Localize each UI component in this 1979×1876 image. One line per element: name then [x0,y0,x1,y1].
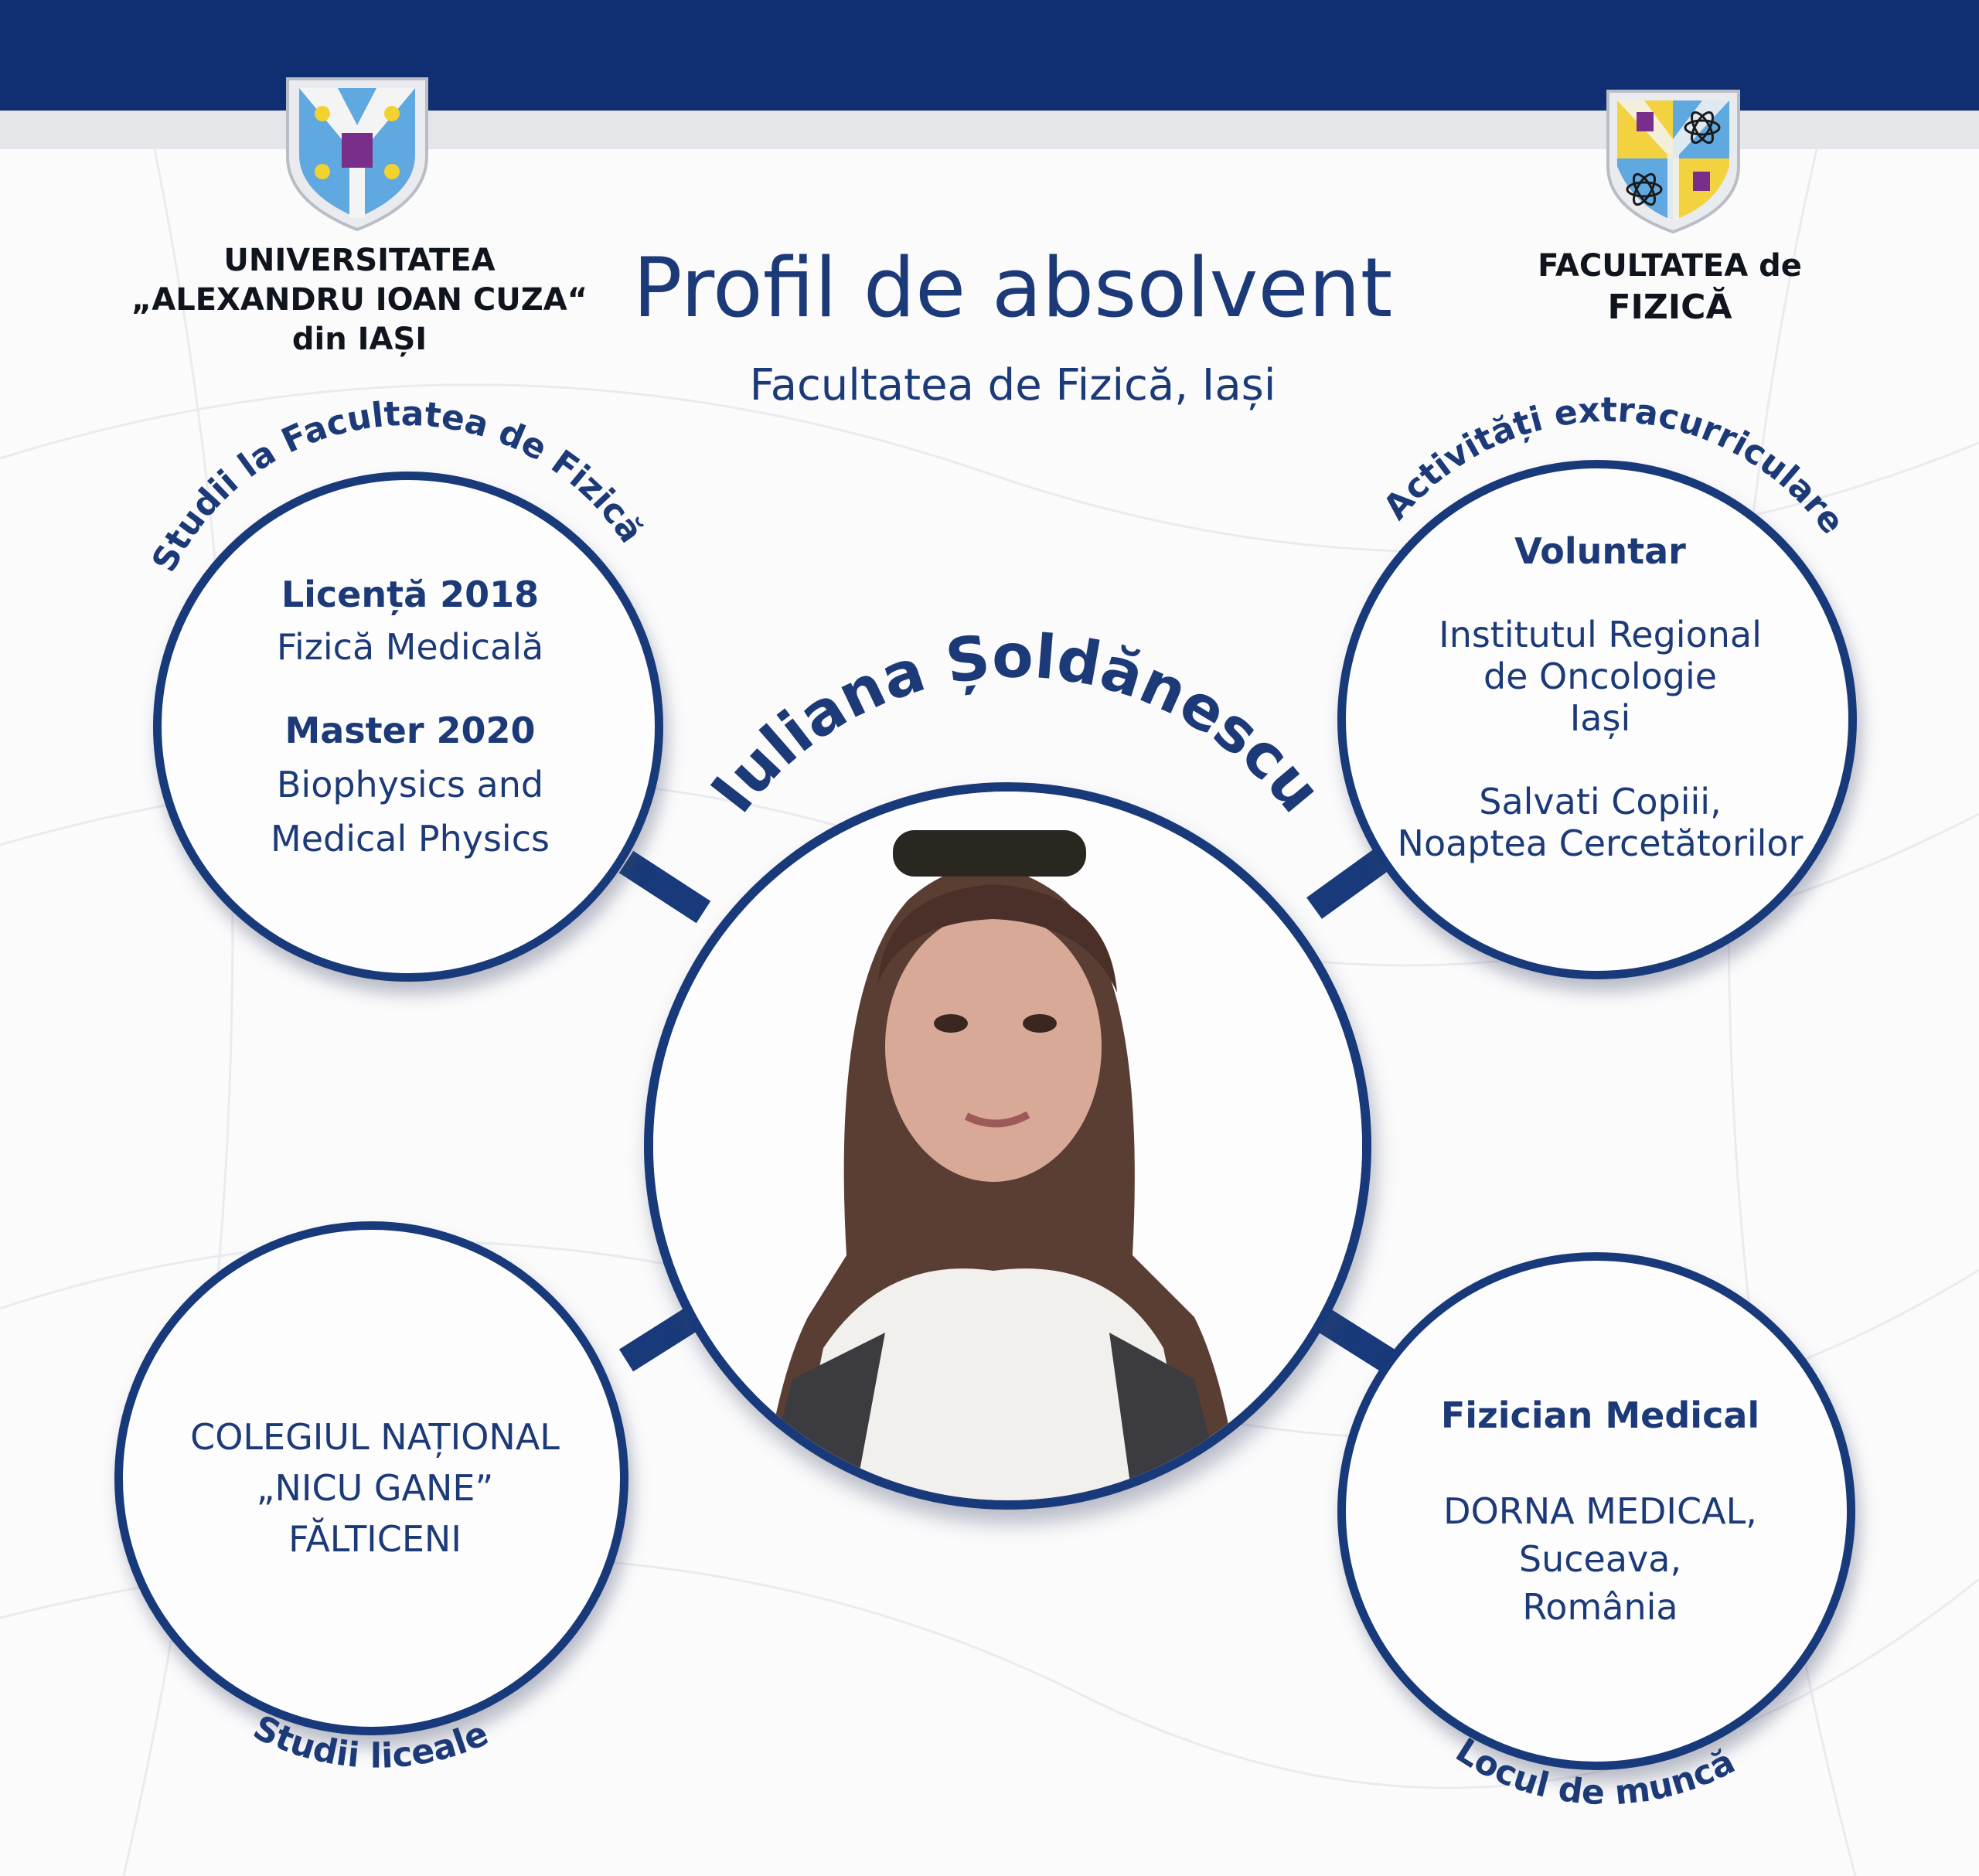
org2-line-2: Noaptea Cercetătorilor [1397,822,1804,864]
org1-line-2: de Oncologie [1483,655,1718,697]
master-label: Master 2020 [284,710,536,751]
licenta-label: Licență 2018 [281,574,540,615]
volunteer-role: Voluntar [1514,530,1686,572]
university-name-line-3: din IAȘI [291,322,427,357]
university-name-line-1: UNIVERSITATEA [223,243,496,278]
extracurricular-heading: Activități extracurriculare [1375,390,1852,542]
master-program-line-2: Medical Physics [271,818,550,860]
page-title: Profil de absolvent [632,240,1393,335]
studies-content [199,574,621,860]
licenta-program: Fizică Medicală [276,626,544,668]
faculty-name-line-2: FIZICĂ [1607,288,1732,327]
faculty-name-line-1: FACULTATEA de [1538,248,1802,284]
highschool-line-3: FĂLTICENI [288,1518,462,1560]
studies-heading: Studii la Facultatea de Fizică [144,393,651,579]
highschool-heading: Studii liceale [247,1707,495,1776]
page-subtitle: Facultatea de Fizică, Iași [749,360,1276,410]
workplace-heading: Locul de muncă [1449,1730,1742,1813]
org1-line-1: Institutul Regional [1439,614,1762,655]
highschool-content [143,1411,607,1564]
highschool-line-1: COLEGIUL NAȚIONAL [190,1416,560,1458]
org2-line-1: Salvati Copiii, [1479,781,1722,822]
graduate-name: Iuliana Șoldănescu [698,621,1334,826]
workplace-role: Fizician Medical [1440,1394,1760,1436]
workplace-line-3: România [1522,1586,1678,1628]
university-name-line-2: „ALEXANDRU IOAN CUZA“ [131,282,588,318]
extracurricular-content [1376,530,1824,864]
workplace-line-2: Suceava, [1518,1538,1682,1580]
workplace-content [1384,1391,1817,1631]
master-program-line-1: Biophysics and [276,764,544,805]
org1-line-3: Iași [1569,697,1631,739]
workplace-line-1: DORNA MEDICAL, [1443,1490,1757,1532]
highschool-line-2: „NICU GANE” [256,1467,494,1509]
